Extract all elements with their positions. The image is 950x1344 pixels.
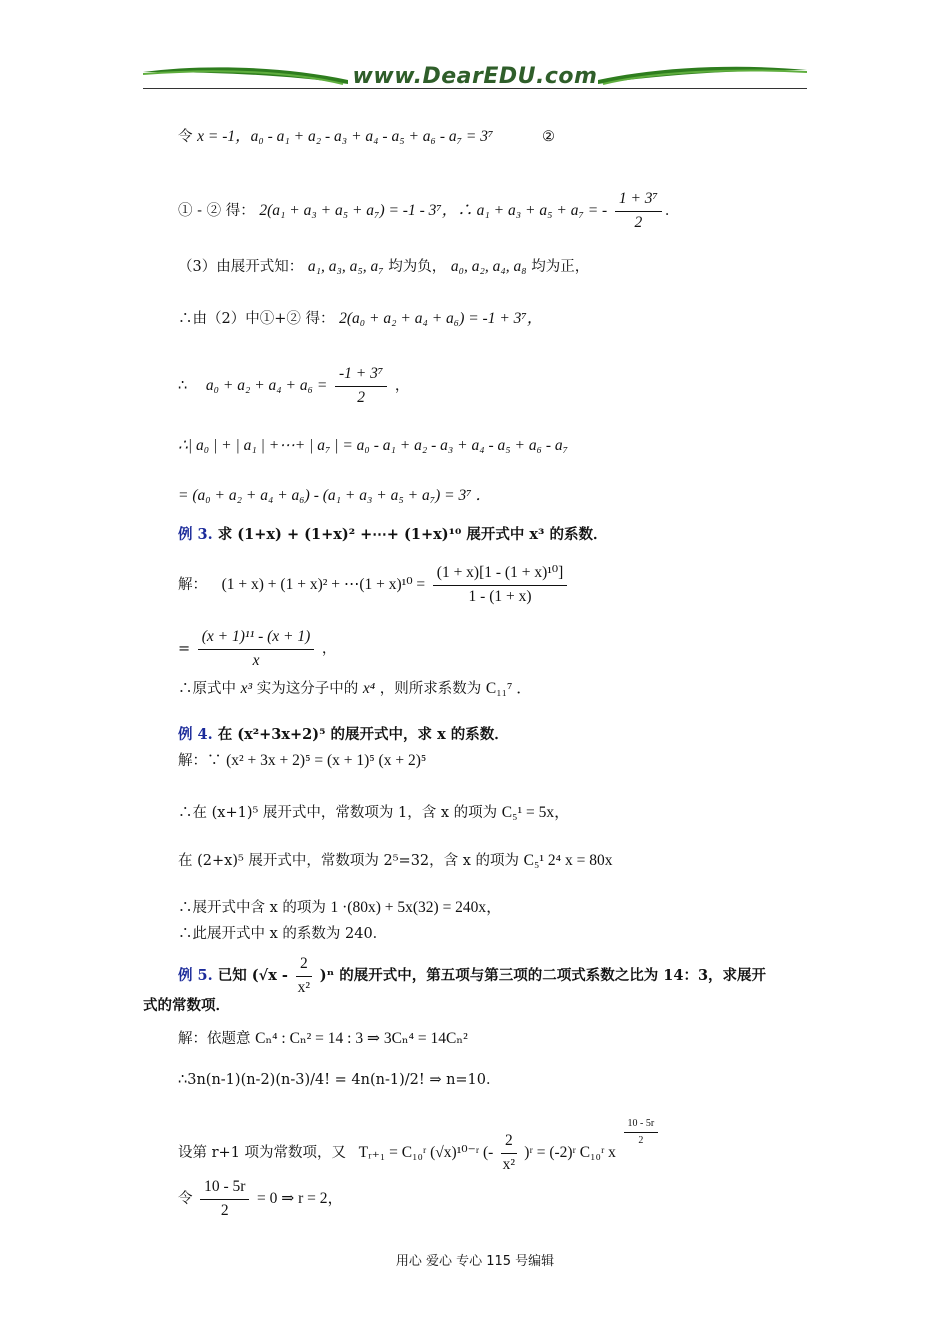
line-5-denominator: 2 [357, 388, 365, 406]
therefore-symbol: ∴ [178, 378, 188, 395]
example-3-solution-line-1 [178, 564, 570, 606]
line-2-math: 2(a₁ + a₃ + a₅ + a₇) = -1 - 3⁷，∴ a₁ + a₃ + a₅ + a₇ = - [259, 202, 608, 220]
example-4-math-3: C₅¹ 2⁴ x = 80x [523, 852, 613, 869]
example-3-fraction [433, 564, 567, 606]
line-5-fraction [335, 365, 387, 407]
example-5-condition-result: = 0 ⇒ r = 2， [257, 1190, 344, 1208]
example-4-heading [178, 726, 509, 743]
solution-label: 解： [178, 577, 207, 594]
conclusion-text-b: 实为这分子中的 [256, 681, 359, 697]
example-5-condition-fraction [200, 1178, 249, 1220]
example-3-numerator-2: (x + 1)¹¹ - (x + 1) [198, 628, 315, 650]
line-7: = (a₀ + a₂ + a₄ + a₆) - (a₁ + a₃ + a₅ + a₇) = 3⁷ ． [178, 487, 491, 504]
line-3-text-a: （3）由展开式知： [178, 259, 304, 275]
example-3-denominator: 1 - (1 + x) [468, 587, 532, 605]
line-5 [178, 365, 409, 407]
line-3-odd-terms: a₁, a₃, a₅, a₇ [307, 258, 384, 275]
line-1-math: x = -1，a₀ - a₁ + a₂ - a₃ + a₄ - a₅ + a₆ - a₇ = 3⁷ [197, 128, 494, 145]
line-3-text-e: 均为正， [531, 259, 590, 275]
example-4-text-2: ∴在 (x+1)⁵ 展开式中，常数项为 1，含 x 的项为 [178, 805, 498, 821]
example-5-solution-line-4 [178, 1178, 343, 1220]
conclusion-text-a: ∴原式中 [178, 681, 236, 697]
line-6: ∴| a₀ | + | a₁ | +⋯+ | a₇ | = a₀ - a₁ + a₂ - a₃ + a₄ - a₅ + a₆ - a₇ [178, 437, 569, 454]
example-3-denominator-2: x [252, 651, 260, 669]
example-4-solution-line-3 [178, 852, 612, 871]
example-5-text-3: 设第 r+1 项为常数项，又 [178, 1145, 347, 1161]
example-5-numerator: 2 [296, 955, 312, 977]
line-2-fraction [615, 190, 662, 232]
example-4-factorization: (x² + 3x + 2)⁵ = (x + 1)⁵ (x + 2)⁵ [226, 752, 427, 769]
term-numerator: 2 [501, 1132, 517, 1154]
example-3-label: 例 3. [178, 526, 213, 543]
line-4-text: ∴由（2）中①+② 得： [178, 311, 335, 327]
condition-numerator: 10 - 5r [200, 1178, 249, 1200]
example-4-label: 例 4. [178, 726, 213, 743]
example-4-text-3: 在 (2+x)⁵ 展开式中，常数项为 2⁵=32，含 x 的项为 [178, 853, 520, 869]
example-3-heading [178, 526, 607, 543]
example-3-numerator: (1 + x)[1 - (1 + x)¹⁰] [433, 564, 567, 586]
exponent-denominator: 2 [638, 1135, 644, 1146]
site-logo-text: www.DearEDU.com [352, 64, 598, 89]
line-2: ① - ② 得： 2(a₁ + a₃ + a₅ + a₇) = -1 - 3⁷，∴ a₁ + a₃ + a₅ + a₇ = - $\frac{\text{1 + 3⁷}}{2}$ ． [178, 190, 680, 231]
page-footer: 用心 爱心 专心 115 号编辑 [395, 1254, 555, 1269]
example-4-solution-line-4 [178, 899, 502, 918]
example-3-question: 求 (1+x) + (1+x)² +⋯+ (1+x)¹⁰ 展开式中 x³ 的系数． [217, 526, 608, 543]
example-3-fraction-2 [198, 628, 315, 670]
line-3 [178, 258, 589, 277]
line-3-even-terms: a₀, a₂, a₄, a₈ [450, 258, 527, 275]
example-5-denominator: x² [297, 978, 311, 996]
example-5-label: 例 5. [178, 967, 213, 985]
example-4-question: 在 (x²+3x+2)⁵ 的展开式中，求 x 的系数． [217, 726, 509, 743]
example-4-math-2: C₅¹ = 5x， [501, 804, 570, 821]
header-banner [143, 62, 807, 94]
example-5-general-term: Tᵣ₊₁ = C₁₀ʳ (√x)¹⁰⁻ʳ (- [358, 1144, 494, 1161]
line-1-marker: ② [541, 129, 555, 145]
example-5-term-tail: )ʳ = (-2)ʳ C₁₀ʳ x [524, 1144, 616, 1161]
binomial-c-11-7: C₁₁⁷ ． [485, 680, 532, 697]
conclusion-text-c: ，则所求系数为 [379, 681, 482, 697]
line-5-math: a₀ + a₂ + a₄ + a₆ = [205, 377, 328, 395]
line-2-prefix: ① - ② 得： [178, 203, 255, 220]
line-2-numerator: 1 + 3⁷ [615, 190, 662, 212]
example-5-heading-cont: 式的常数项． [143, 997, 230, 1014]
example-5-solution-line-2: ∴3n(n-1)(n-2)(n-3)/4! = 4n(n-1)/2! ⇒ n=10． [178, 1072, 501, 1088]
line-4-math: 2(a₀ + a₂ + a₄ + a₆) = -1 + 3⁷， [339, 310, 543, 327]
exponent-numerator: 10 - 5r [624, 1118, 659, 1133]
term-denominator: x² [502, 1155, 516, 1173]
line-1 [178, 128, 555, 147]
equals-sign: = [178, 641, 191, 658]
example-3-solution-line-2 [178, 628, 336, 670]
example-4-solution-line-5: ∴此展开式中 x 的系数为 240． [178, 926, 388, 942]
example-5-exponent-fraction [624, 1118, 659, 1147]
example-4-text-4: ∴展开式中含 x 的项为 [178, 900, 326, 916]
line-1-prefix: 令 [178, 129, 193, 145]
example-4-solution-line-1 [178, 752, 426, 771]
example-5-term-fraction [501, 1132, 517, 1174]
example-5-heading [178, 955, 766, 997]
example-3-conclusion [178, 680, 532, 699]
solution-label: 解：依题意 [178, 1031, 251, 1047]
x-fourth: x⁴ [362, 680, 376, 697]
solution-label: 解：∵ [178, 753, 222, 769]
example-4-math-4: 1 ·(80x) + 5x(32) = 240x， [330, 899, 502, 916]
comma: ， [321, 641, 337, 658]
line-3-text-c: 均为负， [388, 259, 447, 275]
line-2-denominator: 2 [634, 213, 643, 231]
example-5-solution-line-3 [178, 1118, 661, 1174]
condition-denominator: 2 [220, 1201, 229, 1219]
example-5-text-a: 已知 (√x - [217, 967, 288, 985]
line-5-comma: ， [394, 378, 410, 395]
x-cubed: x³ [240, 680, 253, 697]
example-5-ratio: Cₙ⁴ : Cₙ² = 14 : 3 ⇒ 3Cₙ⁴ = 14Cₙ² [255, 1030, 468, 1047]
header-rule [143, 88, 807, 89]
example-5-fraction [296, 955, 312, 997]
example-5-solution-line-1 [178, 1030, 468, 1049]
example-5-text-4: 令 [178, 1191, 193, 1208]
line-4 [178, 310, 542, 329]
example-5-text-b: )ⁿ 的展开式中，第五项与第三项的二项式系数之比为 14：3，求展开 [319, 967, 767, 985]
example-3-sum: (1 + x) + (1 + x)² + ⋯(1 + x)¹⁰ = [221, 576, 426, 594]
line-5-numerator: -1 + 3⁷ [335, 365, 387, 387]
example-4-solution-line-2 [178, 804, 570, 823]
